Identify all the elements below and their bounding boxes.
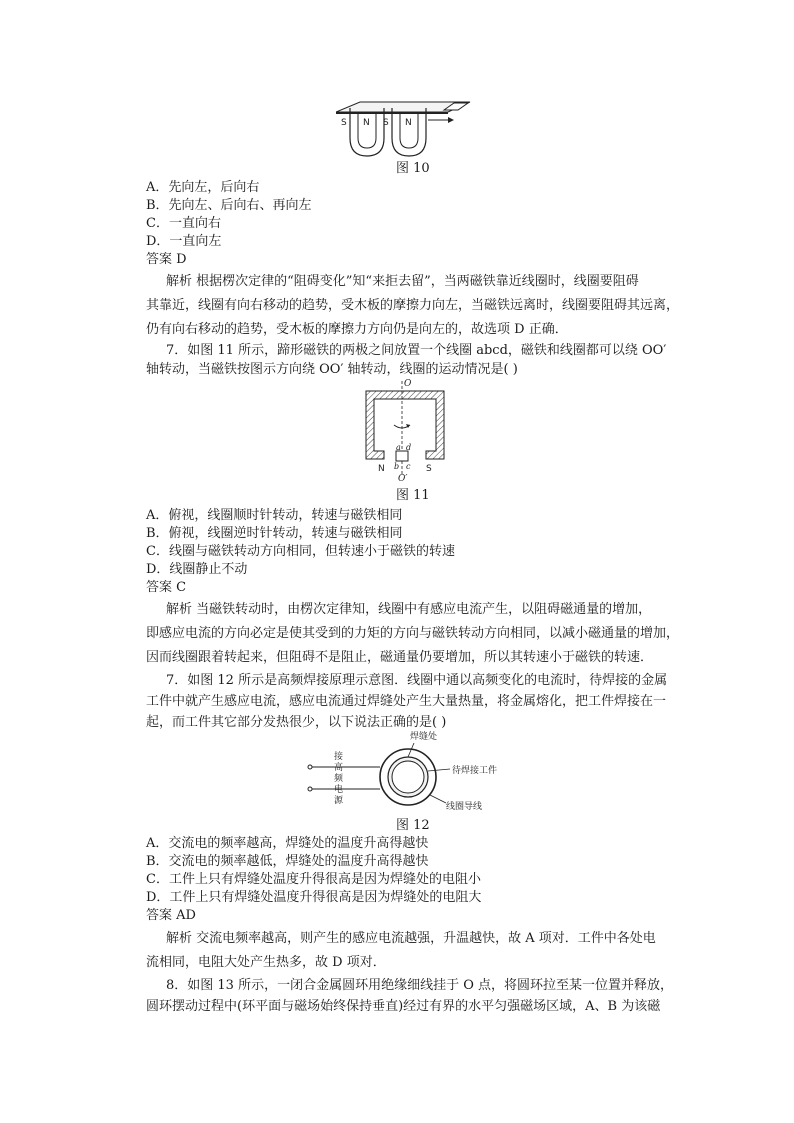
q-prev-analysis-line: 仍有向右移动的趋势，受木板的摩擦力方向仍是向左的，故选项 D 正确． <box>146 322 568 337</box>
q-prev-option-a: A．先向左，后向右 <box>146 180 260 195</box>
q7a-answer: 答案 C <box>146 580 187 595</box>
figure-11-diagram <box>356 377 456 485</box>
q7b-stem-line: 7．如图 12 所示是高频焊接原理示意图．线圈中通以高频变化的电流时，待焊接的金属 <box>166 673 668 688</box>
q7b-stem-line: 工件中就产生感应电流，感应电流通过焊缝处产生大量热量，将金属熔化，把工件焊接在一 <box>146 694 667 709</box>
fig11-label-b: b <box>394 462 400 471</box>
fig11-label-a: a <box>396 443 401 452</box>
fig11-label-o-top: O <box>404 379 412 389</box>
q7b-analysis-line: 流相同，电阻大处产生热多，故 D 项对． <box>146 955 386 970</box>
fig11-label-s: S <box>426 464 432 474</box>
q8-stem-line: 8．如图 13 所示，一闭合金属圆环用绝缘细线挂于 O 点，将圆环拉至某一位置并释放， <box>166 978 674 993</box>
fig12-label-workpiece: 待焊接工件 <box>452 766 498 776</box>
figure-10-diagram <box>336 96 476 160</box>
fig12-label-source-char: 高 <box>334 763 344 773</box>
q7b-answer: 答案 AD <box>146 908 196 923</box>
fig12-label-source-char: 频 <box>334 774 344 784</box>
figure-11-caption: 图 11 <box>396 488 430 503</box>
q-prev-option-b: B．先向左、后向右、再向左 <box>146 198 312 213</box>
q8-stem-line: 圆环摆动过程中(环平面与磁场始终保持垂直)经过有界的水平匀强磁场区域，A、B 为该磁 <box>146 999 661 1014</box>
fig11-label-n: N <box>378 464 385 474</box>
q7b-option-c: C．工件上只有焊缝处温度升得很高是因为焊缝处的电阻小 <box>146 872 481 887</box>
fig11-label-d: d <box>406 443 412 452</box>
q-prev-option-d: D．一直向左 <box>146 234 222 249</box>
fig11-label-c: c <box>406 462 411 471</box>
fig12-label-weld: 焊缝处 <box>410 732 438 742</box>
q7b-analysis-line: 解析 交流电频率越高，则产生的感应电流越强，升温越快，故 A 项对．工件中各处电 <box>166 931 656 946</box>
q7b-option-b: B．交流电的频率越低，焊缝处的温度升高得越快 <box>146 854 429 869</box>
q7a-option-d: D．线圈静止不动 <box>146 562 248 577</box>
figure-12-caption: 图 12 <box>396 818 430 833</box>
fig11-label-o-bottom: O′ <box>398 474 408 484</box>
fig10-label-s1: S <box>341 118 347 128</box>
fig12-label-source-char: 接 <box>334 752 344 762</box>
fig10-label-s2: S <box>383 118 389 128</box>
q-prev-analysis-line: 其靠近，线圈有向右移动的趋势，受木板的摩擦力向左，当磁铁远离时，线圈要阻碍其远离， <box>146 298 680 313</box>
q7b-option-a: A．交流电的频率越高，焊缝处的温度升高得越快 <box>146 836 429 851</box>
q7a-analysis-line: 即感应电流的方向必定是使其受到的力矩的方向与磁铁转动方向相同，以减小磁通量的增加， <box>146 626 680 641</box>
q-prev-option-c: C．一直向右 <box>146 216 221 231</box>
q7b-option-d: D．工件上只有焊缝处温度升得很高是因为焊缝处的电阻大 <box>146 890 482 905</box>
fig12-label-source-char: 源 <box>334 796 344 806</box>
q7a-option-a: A．俯视，线圈顺时针转动，转速与磁铁相同 <box>146 508 403 523</box>
q7a-stem-line: 7．如图 11 所示，蹄形磁铁的两极之间放置一个线圈 abcd，磁铁和线圈都可以绕 OO′ <box>166 343 667 358</box>
q7a-option-c: C．线圈与磁铁转动方向相同，但转速小于磁铁的转速 <box>146 544 455 559</box>
q7a-option-b: B．俯视，线圈逆时针转动，转速与磁铁相同 <box>146 526 403 541</box>
figure-12-diagram <box>306 729 506 817</box>
fig10-label-n2: N <box>405 118 412 128</box>
q-prev-analysis-line: 解析 根据楞次定律的“阻碍变化”知“来拒去留”，当两磁铁靠近线圈时，线圈要阻碍 <box>166 274 639 289</box>
q7a-analysis-line: 因而线圈跟着转起来，但阻碍不是阻止，磁通量仍要增加，所以其转速小于磁铁的转速． <box>146 650 654 665</box>
q-prev-answer: 答案 D <box>146 252 187 267</box>
q7b-stem-line: 起，而工件其它部分发热很少，以下说法正确的是( ) <box>146 715 447 730</box>
fig12-label-coil: 线圈导线 <box>446 802 483 812</box>
q7a-stem-line: 轴转动，当磁铁按图示方向绕 OO′ 轴转动，线圈的运动情况是( ) <box>146 362 518 377</box>
fig12-label-source-char: 电 <box>334 785 344 795</box>
fig10-label-n1: N <box>363 118 370 128</box>
q7a-analysis-line: 解析 当磁铁转动时，由楞次定律知，线圈中有感应电流产生，以阻碍磁通量的增加， <box>166 602 652 617</box>
figure-10-caption: 图 10 <box>396 161 430 176</box>
